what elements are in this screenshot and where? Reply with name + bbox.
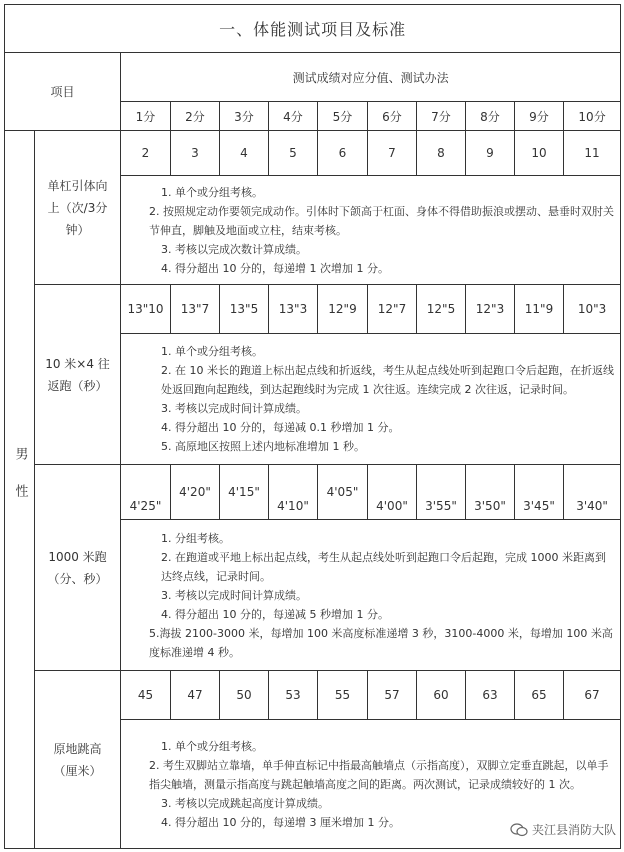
score-value: 13"10 xyxy=(121,285,171,334)
method-line: 2. 按照规定动作要领完成动作。引体时下颌高于杠面、身体不得借助振浪或摆动、悬垂时双肘关节伸直，脚触及地面或立柱，结束考核。 xyxy=(149,204,614,237)
method-line: 4. 得分超出 10 分的，每递增 3 厘米增加 1 分。 xyxy=(161,815,400,829)
test-method xyxy=(121,176,621,285)
method-line: 2. 在 10 米长的跑道上标出起点线和折返线，考生从起点线处听到起跑口令后起跑，在折返线处返回跑向起跑线，到达起跑线时为完成 1 次往返。连续完成 2 次往返，记录时间。 xyxy=(161,364,614,396)
method-line: 4. 得分超出 10 分的，每递减 0.1 秒增加 1 分。 xyxy=(161,421,400,434)
score-header: 10分 xyxy=(564,102,621,131)
fitness-standards-table xyxy=(4,4,621,849)
score-value: 55 xyxy=(318,671,368,720)
score-value: 2 xyxy=(121,131,171,176)
score-value: 4'20" xyxy=(171,465,220,520)
method-line: 3. 考核以完成时间计算成绩。 xyxy=(161,588,307,602)
score-value: 10 xyxy=(515,131,564,176)
score-value: 12"3 xyxy=(466,285,515,334)
item-name: 10 米×4 往返跑（秒） xyxy=(35,285,121,465)
score-value: 5 xyxy=(269,131,318,176)
score-value: 13"3 xyxy=(269,285,318,334)
score-header: 5分 xyxy=(318,102,368,131)
score-header: 1分 xyxy=(121,102,171,131)
gender-label: 男性 xyxy=(5,131,35,849)
score-value: 4 xyxy=(220,131,269,176)
score-value: 4'10" xyxy=(269,465,318,520)
score-value: 3'40" xyxy=(564,465,621,520)
method-line: 1. 分组考核。 xyxy=(161,531,230,545)
wechat-icon xyxy=(510,823,528,837)
score-header: 9分 xyxy=(515,102,564,131)
score-value: 11"9 xyxy=(515,285,564,334)
score-value: 13"5 xyxy=(220,285,269,334)
item-name: 单杠引体向上（次/3分钟） xyxy=(35,131,121,285)
score-header: 7分 xyxy=(417,102,466,131)
score-value: 50 xyxy=(220,671,269,720)
method-line: 1. 单个或分组考核。 xyxy=(161,739,263,753)
score-value: 57 xyxy=(368,671,417,720)
score-value: 67 xyxy=(564,671,621,720)
score-value: 4'00" xyxy=(368,465,417,520)
item-name: 原地跳高（厘米） xyxy=(35,671,121,849)
test-method xyxy=(121,334,621,465)
method-line: 5. 高原地区按照上述内地标准增加 1 秒。 xyxy=(161,440,365,453)
test-method xyxy=(121,520,621,671)
score-header: 2分 xyxy=(171,102,220,131)
score-value: 6 xyxy=(318,131,368,176)
score-value: 4'25" xyxy=(121,465,171,520)
item-header: 项目 xyxy=(5,53,121,131)
score-value: 65 xyxy=(515,671,564,720)
method-line: 1. 单个或分组考核。 xyxy=(161,345,263,358)
method-line: 3. 考核以完成时间计算成绩。 xyxy=(161,402,307,415)
method-line: 1. 单个或分组考核。 xyxy=(161,185,263,199)
score-value: 12"9 xyxy=(318,285,368,334)
score-value: 3'55" xyxy=(417,465,466,520)
score-value: 3'45" xyxy=(515,465,564,520)
score-header: 8分 xyxy=(466,102,515,131)
score-value: 63 xyxy=(466,671,515,720)
method-line: 4. 得分超出 10 分的，每递增 1 次增加 1 分。 xyxy=(161,261,389,275)
score-value: 10"3 xyxy=(564,285,621,334)
table-title: 一、体能测试项目及标准 xyxy=(5,5,621,53)
score-value: 45 xyxy=(121,671,171,720)
score-value: 3'50" xyxy=(466,465,515,520)
method-line: 3. 考核以完成次数计算成绩。 xyxy=(161,242,307,256)
score-value: 11 xyxy=(564,131,621,176)
score-value: 4'05" xyxy=(318,465,368,520)
method-line: 2. 考生双脚站立靠墙，单手伸直标记中指最高触墙点（示指高度），双脚立定垂直跳起，以单手指尖触墙，测量示指高度与跳起触墙高度之间的距离。两次测试，记录成绩较好的 1 次。 xyxy=(149,758,609,791)
score-value: 60 xyxy=(417,671,466,720)
watermark-text: 夹江县消防大队 xyxy=(531,823,616,837)
method-line: 5.海拔 2100-3000 米，每增加 100 米高度标准递增 3 秒，3100-4000 米，每增加 100 米高度标准递增 4 秒。 xyxy=(149,626,613,659)
score-value: 7 xyxy=(368,131,417,176)
method-line: 4. 得分超出 10 分的，每递减 5 秒增加 1 分。 xyxy=(161,607,389,621)
score-value: 8 xyxy=(417,131,466,176)
score-value: 12"5 xyxy=(417,285,466,334)
score-value: 53 xyxy=(269,671,318,720)
score-header: 3分 xyxy=(220,102,269,131)
method-line: 2. 在跑道或平地上标出起点线，考生从起点线处听到起跑口令后起跑，完成 1000 米距离到达终点线，记录时间。 xyxy=(161,550,606,583)
method-line: 3. 考核以完成跳起高度计算成绩。 xyxy=(161,796,329,810)
score-value: 9 xyxy=(466,131,515,176)
score-value: 4'15" xyxy=(220,465,269,520)
score-value: 47 xyxy=(171,671,220,720)
score-value: 13"7 xyxy=(171,285,220,334)
score-value: 12"7 xyxy=(368,285,417,334)
score-header: 4分 xyxy=(269,102,318,131)
score-value: 3 xyxy=(171,131,220,176)
method-header: 测试成绩对应分值、测试办法 xyxy=(121,53,621,102)
item-name: 1000 米跑（分、秒） xyxy=(35,465,121,671)
account-watermark xyxy=(510,821,616,838)
score-header: 6分 xyxy=(368,102,417,131)
